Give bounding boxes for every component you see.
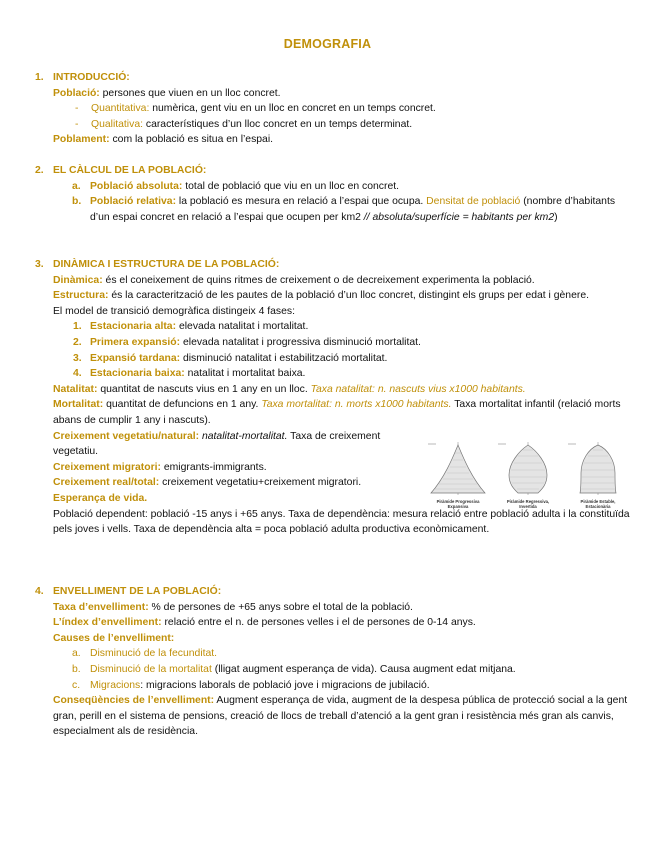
definition-poblament: Poblament: com la població es situa en l’espai.: [53, 134, 274, 146]
consequences-paragraph: Conseqüències de l’envelliment: Augment esperança de vida, augment de la despesa pública de protecció social a la gent gran, perill en el sistema de pensions, creació de llocs de treball d’atenció a la gent gran i resistència més gran als canvis, especialment als de residència.: [53, 695, 628, 738]
section-heading: 2. EL CÀLCUL DE LA POBLACIÓ:: [35, 165, 207, 176]
phase-item: 4. Estacionaria baixa: natalitat i mortalitat baixa.: [73, 368, 306, 380]
definition-dinamica: Dinàmica: és el coneixement de quins ritmes de creixement o de decreixement experimenta la població.: [53, 274, 535, 286]
causes-heading: Causes de l’envelliment:: [53, 632, 175, 644]
phase-item: 2. Primera expansió: elevada natalitat i progressiva disminució mortalitat.: [73, 336, 421, 348]
definition-natalitat: Natalitat: quantitat de nascuts vius en 1 any en un lloc. Taxa natalitat: n. nascuts vius x1000 habitants.: [53, 383, 526, 395]
pyramid-caption: Piràmide Regressiva,: [506, 499, 550, 504]
pyramid-caption: Estacionària: [585, 504, 611, 509]
cause-item: a. Disminució de la fecunditat.: [72, 648, 218, 660]
definition-qualitativa: - Qualitativa: característiques d’un lloc concret en un temps determinat.: [75, 118, 413, 130]
definition-estructura: Estructura: és la caracterització de les pautes de la població d’un lloc concret, distingint els grups per edat i gènere.: [53, 290, 589, 302]
pyramid-caption: Expansiva: [447, 504, 469, 509]
definition-taxa-envelliment: Taxa d’envelliment: % de persones de +65 anys sobre el total de la població.: [53, 601, 413, 613]
section-heading: 3. DINÀMICA I ESTRUCTURA DE LA POBLACIÓ:: [35, 259, 280, 270]
definition-quantitativa: - Quantitativa: numèrica, gent viu en un lloc en concret en un temps concret.: [75, 103, 436, 115]
definition-creixement-real: Creixement real/total: creixement vegetatiu+creixement migratori.: [53, 477, 362, 489]
item-poblacio-relativa: b. Població relativa: la població es mesura en relació a l’espai que ocupa. Densitat de població (nombre d’habitants d’un espai concret en relació a l’espai que ocupen per km2 // absoluta/superfície = habitants per km2): [72, 196, 616, 223]
item-poblacio-absoluta: a. Població absoluta: total de població que viu en un lloc en concret.: [72, 180, 399, 192]
pyramid-caption: Piràmide Estable,: [580, 499, 616, 504]
model-intro: El model de transició demogràfica distingeix 4 fases:: [53, 305, 295, 317]
document-title: DEMOGRAFIA: [283, 37, 372, 51]
pyramid-caption: Piràmide Progressiva: [436, 499, 480, 504]
phase-item: 3. Expansió tardana: disminució natalitat i estabilització mortalitat.: [73, 352, 388, 364]
pyramids-svg: [423, 437, 633, 517]
population-pyramids-figure: [423, 437, 633, 517]
definition-creixement-vegetatiu: Creixement vegetatiu/natural: natalitat-mortalitat. Taxa de creixement vegetatiu.: [53, 430, 381, 458]
phase-item: 1. Estacionaria alta: elevada natalitat i mortalitat.: [73, 321, 309, 333]
section-heading: 1. INTRODUCCIÓ:: [35, 72, 130, 83]
pyramid-regressive-icon: [498, 442, 547, 495]
section-heading: 4. ENVELLIMENT DE LA POBLACIÓ:: [35, 586, 222, 597]
definition-creixement-migratori: Creixement migratori: emigrants-immigrants.: [53, 461, 267, 473]
pyramid-progressive-icon: [428, 442, 485, 495]
section-introduccio: [35, 70, 630, 148]
cause-item: b. Disminució de la mortalitat (lligat augment esperança de vida). Causa augment edat mitjana.: [72, 663, 516, 675]
definition-mortalitat: Mortalitat: quantitat de defuncions en 1 any. Taxa mortalitat: n. morts x1000 habitants. Taxa mortalitat infantil (relació morts abans de cumplir 1 any i nascuts).: [53, 399, 621, 426]
definition-index-envelliment: L’índex d’envelliment: relació entre el n. de persones velles i el de persones de 0-14 anys.: [53, 617, 476, 629]
dependency-paragraph: Població dependent: població -15 anys i +65 anys. Taxa de dependència: mesura relació entre població adulta i la constituïda pels joves i vells. Taxa de dependència alta = poca població adulta productiva econòmicament.: [53, 508, 630, 536]
section-calcul: [35, 163, 630, 225]
pyramid-caption: Invertida: [519, 504, 537, 509]
cause-item: c. Migracions: migracions laborals de població jove i migracions de jubilació.: [72, 679, 430, 691]
section-envelliment: [35, 584, 630, 740]
pyramid-stable-icon: [568, 442, 616, 495]
definition-poblacio: Població: persones que viuen en un lloc concret.: [53, 87, 281, 99]
definition-esperanca-vida: Esperança de vida.: [53, 492, 148, 504]
